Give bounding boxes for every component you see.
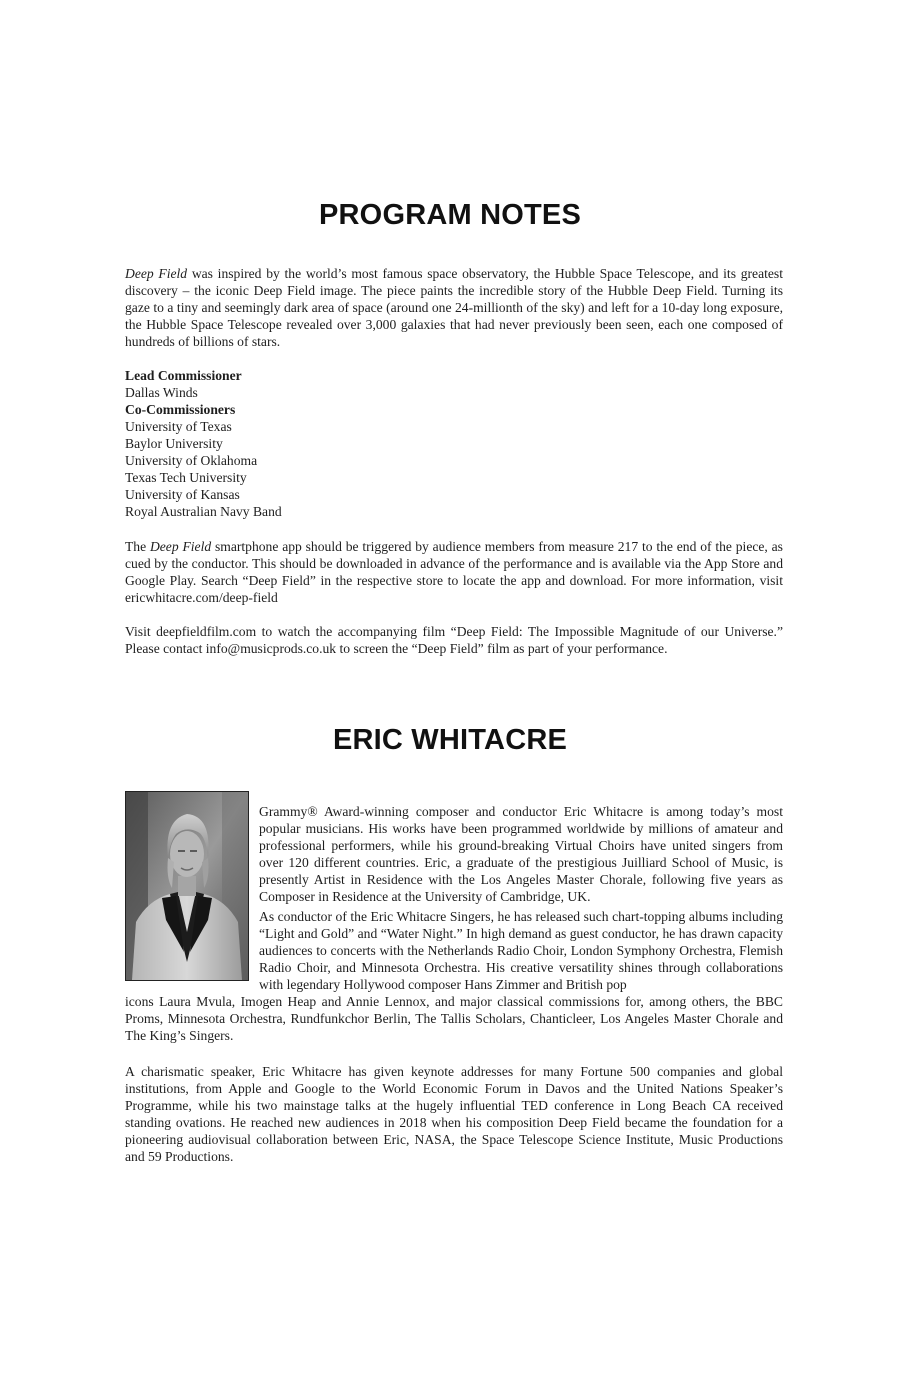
biography-paragraph-1-text: Grammy® Award-winning composer and conductor Eric Whitacre is among today’s most popular musicians. His works have been programmed worldwide by millions of amateur and professional performers, while his ground-breaking Virtual Choirs have united singers from over 120 different countries. Eric, a graduate of the prestigious Juilliard School of Music, is presently Artist in Residence with the Los Angeles Master Chorale, following five years as Composer in Residence at the University of Cambridge, UK. bbox=[259, 803, 783, 904]
intro-work-title: Deep Field bbox=[125, 266, 188, 281]
commissioners-list bbox=[125, 367, 783, 520]
lead-commissioner-label: Lead Commissioner bbox=[125, 368, 242, 383]
intro-paragraph bbox=[125, 265, 783, 350]
app-note-paragraph bbox=[125, 538, 783, 606]
lead-commissioner: Dallas Winds bbox=[125, 385, 198, 400]
film-note-text: Visit deepfieldfilm.com to watch the accompanying film “Deep Field: The Impossible Magnitude of our Universe.” Please contact info@musicprods.co.uk to screen the “Deep Field” film as part of your performance. bbox=[125, 624, 783, 656]
biography-paragraph-3 bbox=[125, 1063, 783, 1165]
app-note-work-title: Deep Field bbox=[149, 539, 212, 554]
biography-paragraph-1 bbox=[259, 789, 783, 918]
biography-paragraph-3-text: A charismatic speaker, Eric Whitacre has given keynote addresses for many Fortune 500 companies and global institutions, from Apple and Google to the World Economic Forum in Davos and the United Nations Speaker’s Programme, while his two mainstage talks at the hugely influential TED conference in Long Beach CA received standing ovations. He reached new audiences in 2018 when his composition Deep Field became the foundation for a pioneering audiovisual collaboration between Eric, NASA, the Space Telescope Science Institute, Music Productions and 59 Productions. bbox=[125, 1064, 783, 1164]
co-commissioner: University of Oklahoma bbox=[125, 453, 258, 468]
co-commissioner: Royal Australian Navy Band bbox=[125, 504, 282, 519]
film-note-paragraph bbox=[125, 623, 783, 657]
co-commissioner: University of Kansas bbox=[125, 487, 240, 502]
program-notes-heading: PROGRAM NOTES bbox=[319, 199, 581, 231]
co-commissioner: Baylor University bbox=[125, 436, 223, 451]
co-commissioner: University of Texas bbox=[125, 419, 232, 434]
biography-paragraph-2-full: icons Laura Mvula, Imogen Heap and Annie Lennox, and major classical commissions for, among others, the BBC Proms, Minnesota Orchestra, Rundfunkchor Berlin, The Tallis Scholars, Chanticleer, Los Angeles Master Chorale and The King’s Singers. bbox=[125, 994, 783, 1043]
biography-paragraph-2-wrapped: As conductor of the Eric Whitacre Singers, he has released such chart-topping albums including “Light and Gold” and “Water Night.” In high demand as guest conductor, he has drawn capacity audiences to concerts with the Netherlands Radio Choir, London Symphony Orchestra, Flemish Radio Choir, and Minnesota Orchestra. His creative versatility shines through collaborations with legendary Hollywood composer Hans Zimmer and British pop bbox=[259, 909, 783, 992]
co-commissioners-label: Co-Commissioners bbox=[125, 402, 236, 417]
biography-paragraph-2 bbox=[125, 908, 783, 1044]
biography-heading: ERIC WHITACRE bbox=[332, 724, 568, 756]
co-commissioner: Texas Tech University bbox=[125, 470, 247, 485]
app-note-text: smartphone app should be triggered by audience members from measure 217 to the end of the piece, as cued by the conductor. This should be downloaded in advance of the performance and is available via the App Store and Google Play. Search “Deep Field” in the respective store to locate the app and download. For more information, visit ericwhitacre.com/deep-field bbox=[125, 539, 783, 605]
intro-text: was inspired by the world’s most famous space observatory, the Hubble Space Telescope, and its greatest discovery – the iconic Deep Field image. The piece paints the incredible story of the Hubble Deep Field. Turning its gaze to a tiny and seemingly dark area of space (around one 24-millionth of the sky) and left for a 10-day long exposure, the Hubble Space Telescope revealed over 3,000 galaxies that had never previously been seen, each one composed of hundreds of billions of stars. bbox=[125, 266, 783, 349]
app-note-pre: The bbox=[125, 539, 150, 554]
